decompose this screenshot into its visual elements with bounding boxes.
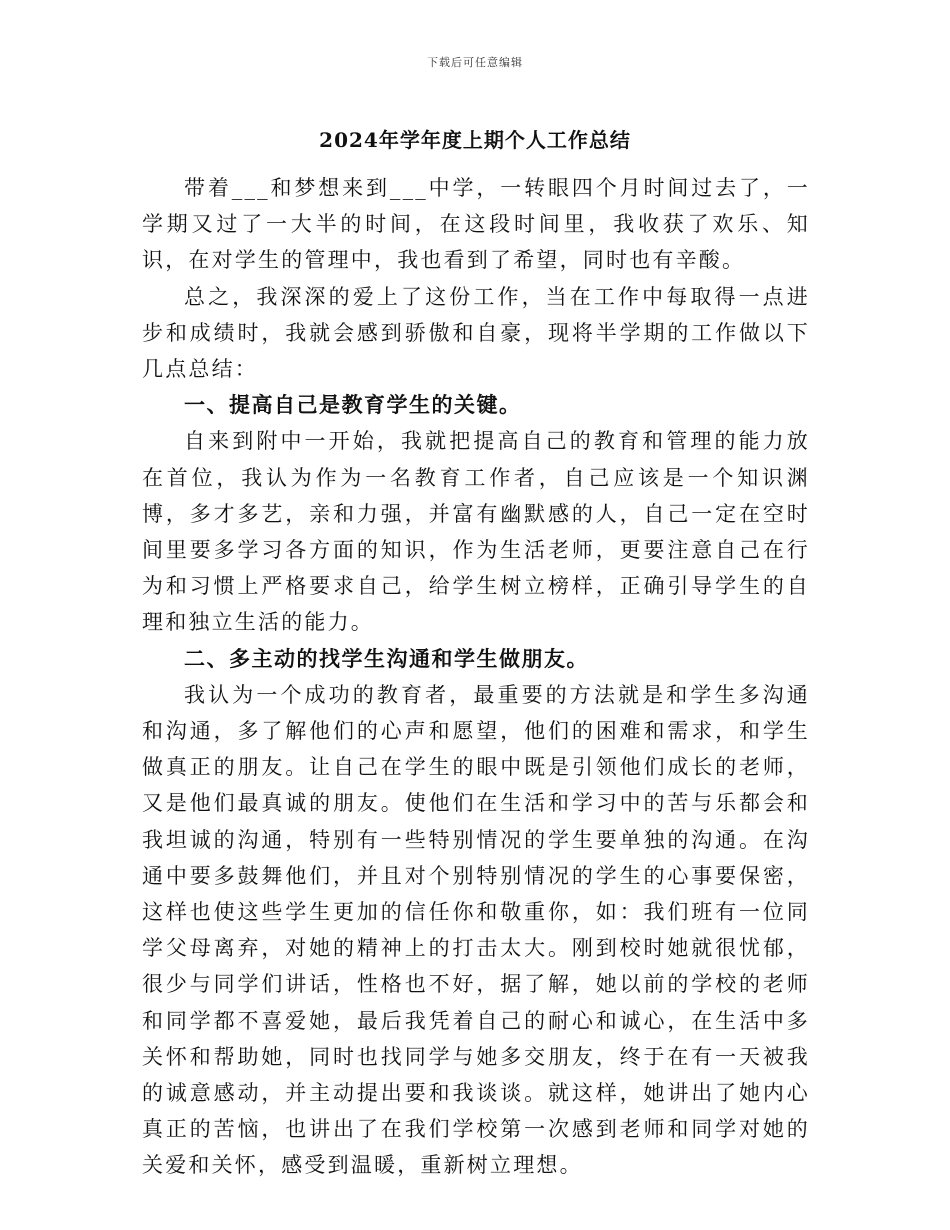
paragraph-section-2: 我认为一个成功的教育者，最重要的方法就是和学生多沟通和沟通，多了解他们的心声和愿望，他们的困难和需求，和学生做真正的朋友。让自己在学生的眼中既是引领他们成长的老师，又是他们最真诚的朋友。使他们在生活和学习中的苦与乐都会和我坦诚的沟通，特别有一些特别情况的学生要单独的沟通。在沟通中要多鼓舞他们，并且对个别特别情况的学生的心事要保密，这样也使这些学生更加的信任你和敬重你，如：我们班有一位同学父母离弃，对她的精神上的打击太大。刚到校时她就很忧郁，很少与同学们讲话，性格也不好，据了解，她以前的学校的老师和同学都不喜爱她，最后我凭着自己的耐心和诚心，在生活中多关怀和帮助她，同时也找同学与她多交朋友，终于在有一天被我的诚意感动，并主动提出要和我谈谈。就这样，她讲出了她内心真正的苦恼，也讲出了在我们学校第一次感到老师和同学对她的关爱和关怀，感受到温暖，重新树立理想。 [142, 682, 810, 1178]
document-title: 2024年学年度上期个人工作总结 [319, 128, 631, 152]
header-note: 下载后可任意编辑 [427, 56, 523, 69]
section-heading-1: 一、提高自己是教育学生的关键。 [184, 392, 522, 418]
section-heading-2: 二、多主动的找学生沟通和学生做朋友。 [184, 645, 589, 671]
paragraph-section-1: 自来到附中一开始，我就把提高自己的教育和管理的能力放在首位，我认为作为一名教育工作者，自己应该是一个知识渊博，多才多艺，亲和力强，并富有幽默感的人，自己一定在空时间里要多学习各方面的知识，作为生活老师，更要注意自己在行为和习惯上严格要求自己，给学生树立榜样，正确引导学生的自理和独立生活的能力。 [142, 429, 810, 635]
paragraph-intro: 带着___和梦想来到___中学，一转眼四个月时间过去了，一学期又过了一大半的时间，在这段时间里，我收获了欢乐、知识，在对学生的管理中，我也看到了希望，同时也有辛酸。 [142, 176, 810, 273]
document-body [142, 170, 810, 1184]
paragraph-summary: 总之，我深深的爱上了这份工作，当在工作中每取得一点进步和成绩时，我就会感到骄傲和自豪，现将半学期的工作做以下几点总结： [142, 284, 810, 382]
